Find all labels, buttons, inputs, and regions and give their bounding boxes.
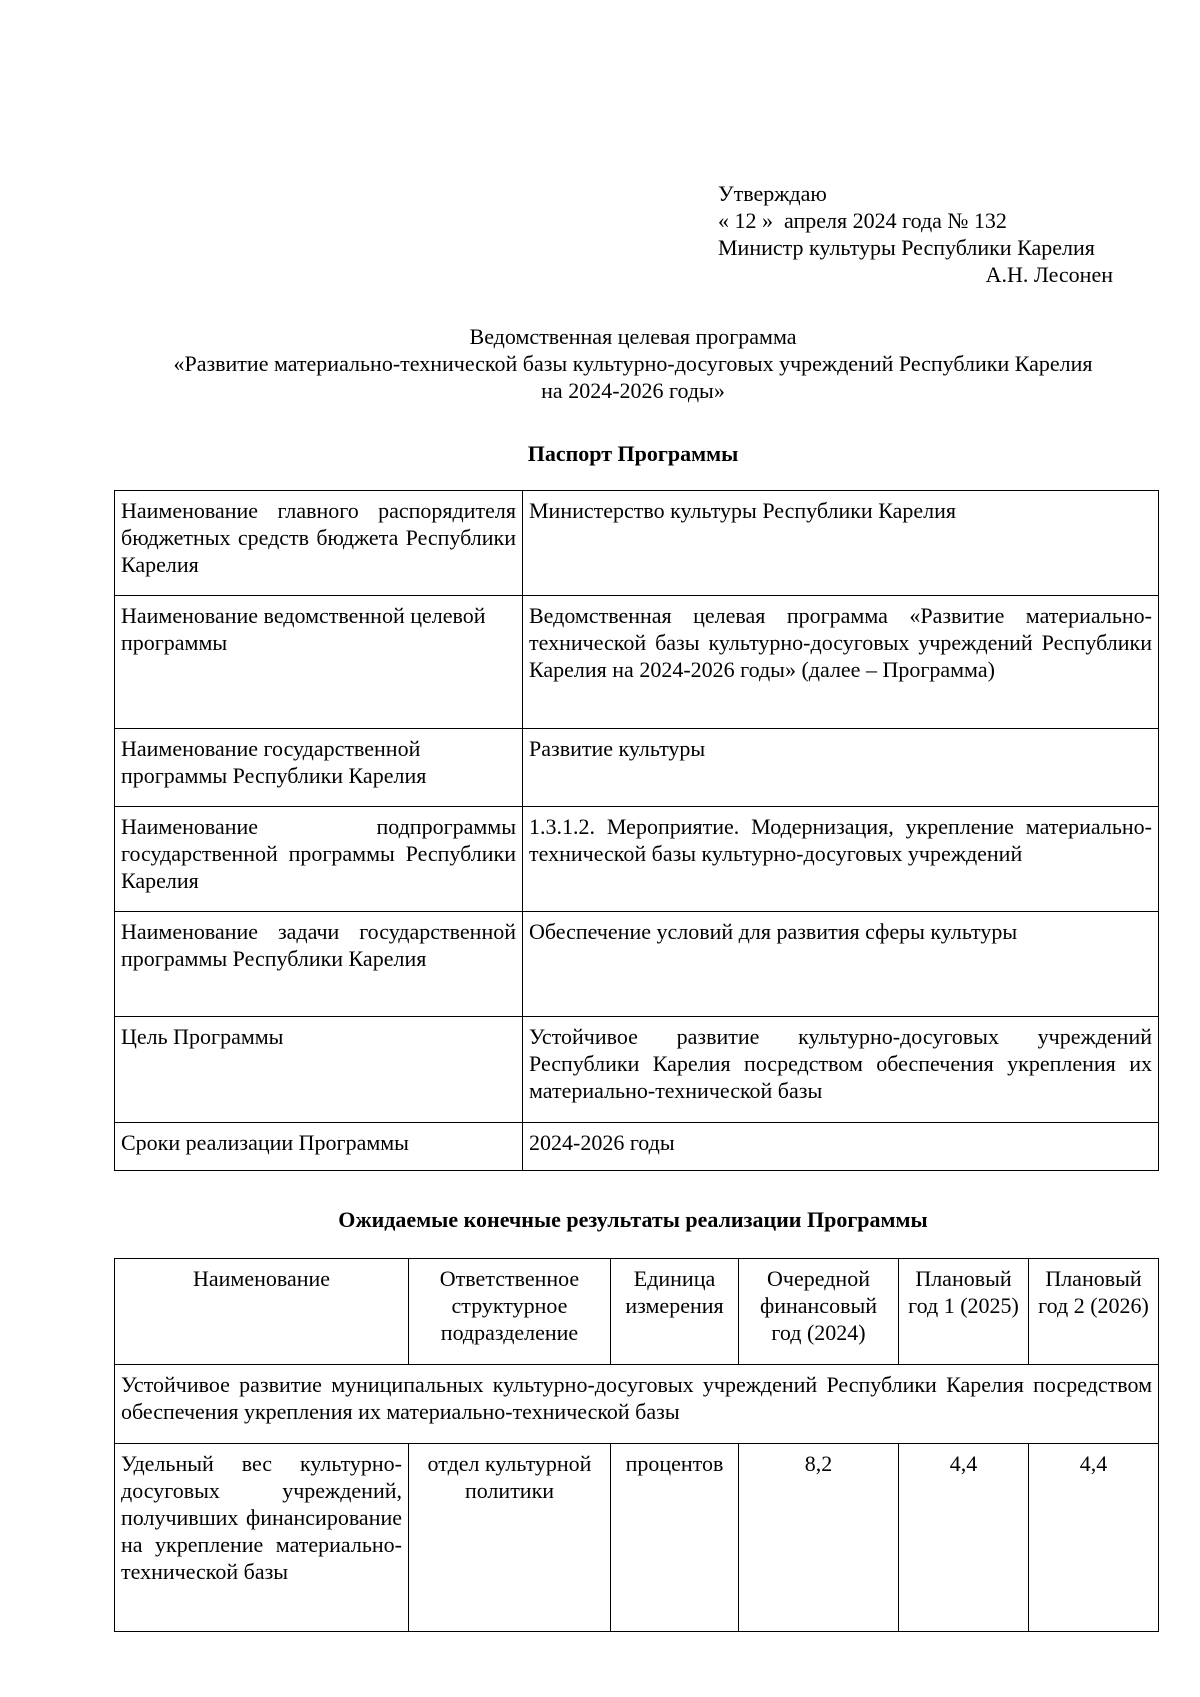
passport-heading: Паспорт Программы <box>527 441 739 466</box>
approval-block <box>718 180 1158 288</box>
passport-value: Министерство культуры Республики Карелия <box>523 491 1159 596</box>
approval-date: « 12 » апреля 2024 года № 132 <box>718 208 1007 233</box>
table-row <box>115 807 1159 912</box>
header-name: Наименование <box>115 1259 409 1365</box>
approval-position: Министр культуры Республики Карелия <box>718 235 1095 260</box>
results-table <box>114 1258 1159 1632</box>
passport-label: Наименование подпрограммы государственной программы Республики Карелия <box>115 807 523 912</box>
passport-label: Цель Программы <box>115 1017 523 1123</box>
program-title <box>100 323 1166 404</box>
table-row <box>115 1365 1159 1444</box>
passport-value: Развитие культуры <box>523 729 1159 807</box>
table-row <box>115 912 1159 1017</box>
results-heading: Ожидаемые конечные результаты реализации Программы <box>338 1207 928 1232</box>
indicator-2026: 4,4 <box>1029 1444 1159 1632</box>
passport-value: Устойчивое развитие культурно-досуговых учреждений Республики Карелия посредством обеспечения укрепления их материально-технической базы <box>523 1017 1159 1123</box>
passport-label: Наименование ведомственной целевой программы <box>115 596 523 729</box>
passport-value: 2024-2026 годы <box>523 1123 1159 1171</box>
approval-signer: А.Н. Лесонен <box>985 262 1113 287</box>
passport-label: Наименование государственной программы Республики Карелия <box>115 729 523 807</box>
goal-row: Устойчивое развитие муниципальных культурно-досуговых учреждений Республики Карелия посредством обеспечения укрепления их материально-технической базы <box>115 1365 1159 1444</box>
approval-approve: Утверждаю <box>718 181 827 206</box>
header-department: Ответственное структурное подразделение <box>409 1259 611 1365</box>
table-row <box>115 1017 1159 1123</box>
indicator-department: отдел культурной политики <box>409 1444 611 1632</box>
program-title-line-3: на 2024-2026 годы» <box>541 378 725 403</box>
table-header-row <box>115 1259 1159 1365</box>
table-row <box>115 1444 1159 1632</box>
table-row <box>115 1123 1159 1171</box>
table-row <box>115 596 1159 729</box>
passport-value: 1.3.1.2. Мероприятие. Модернизация, укрепление материально-технической базы культурно-досуговых учреждений <box>523 807 1159 912</box>
header-2026: Плановый год 2 (2026) <box>1029 1259 1159 1365</box>
indicator-unit: процентов <box>611 1444 739 1632</box>
passport-label: Наименование задачи государственной программы Республики Карелия <box>115 912 523 1017</box>
header-unit: Единица измерения <box>611 1259 739 1365</box>
passport-value: Ведомственная целевая программа «Развитие материально-технической базы культурно-досуговых учреждений Республики Карелия на 2024-2026 годы» (далее – Программа) <box>523 596 1159 729</box>
program-title-line-1: Ведомственная целевая программа <box>469 324 797 349</box>
indicator-2024: 8,2 <box>739 1444 899 1632</box>
table-row <box>115 491 1159 596</box>
program-title-line-2: «Развитие материально-технической базы культурно-досуговых учреждений Республики Карелия <box>173 351 1093 376</box>
table-row <box>115 729 1159 807</box>
passport-table <box>114 490 1159 1171</box>
indicator-name: Удельный вес культурно-досуговых учреждений, получивших финансирование на укрепление материально-технической базы <box>115 1444 409 1632</box>
passport-value: Обеспечение условий для развития сферы культуры <box>523 912 1159 1017</box>
header-2024: Очередной финансовый год (2024) <box>739 1259 899 1365</box>
passport-label: Наименование главного распорядителя бюджетных средств бюджета Республики Карелия <box>115 491 523 596</box>
indicator-2025: 4,4 <box>899 1444 1029 1632</box>
passport-label: Сроки реализации Программы <box>115 1123 523 1171</box>
header-2025: Плановый год 1 (2025) <box>899 1259 1029 1365</box>
